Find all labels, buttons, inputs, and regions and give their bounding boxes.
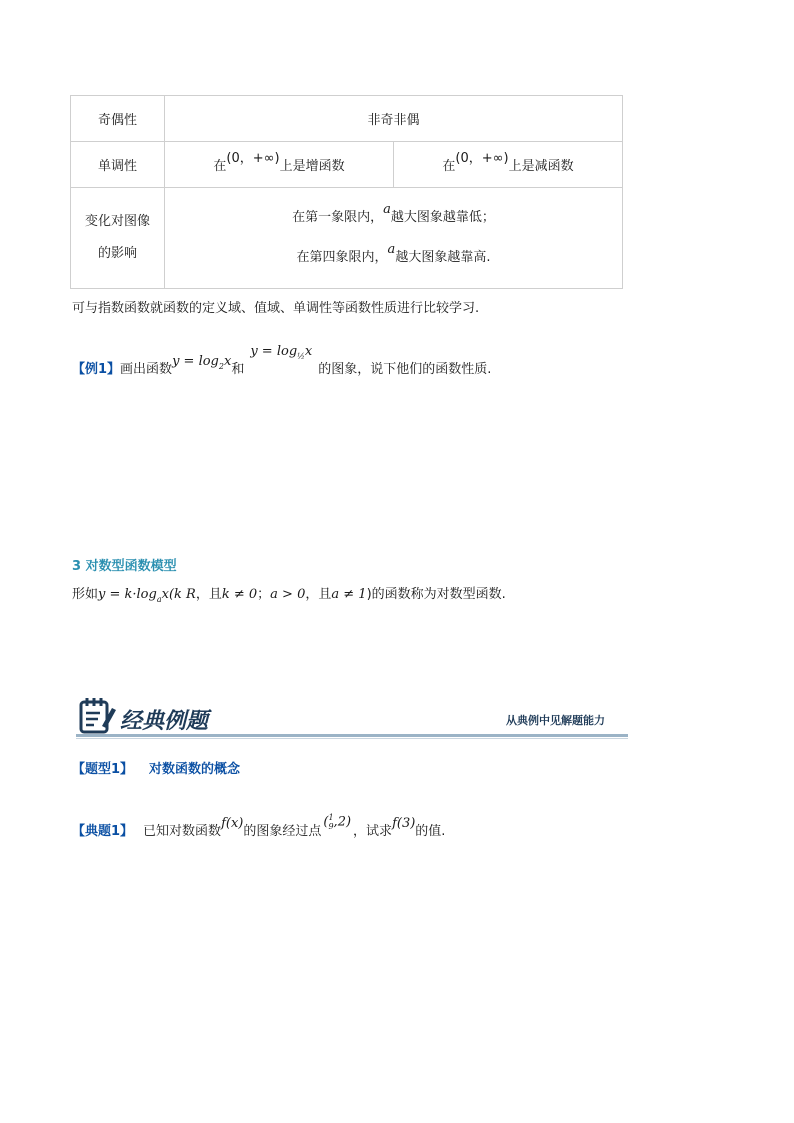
monotonicity-label: 单调性	[71, 142, 165, 188]
fx: f(x)	[221, 816, 244, 831]
problem-tag: 【典题1】	[72, 824, 134, 839]
parity-value: 非奇非偶	[165, 96, 623, 142]
banner-title: 经典例题	[120, 709, 209, 734]
interval: (0，+∞)	[455, 151, 509, 166]
example1: 【例1】画出函数$y = \log_2x$和$y = \log_{\frac{1}{2}}x$的图象，说下他们的函数性质.	[72, 344, 492, 377]
properties-table	[70, 95, 623, 289]
func1: $y = \log_2x$	[172, 354, 232, 371]
func2: $y = \log_{\frac{1}{2}}x$	[250, 344, 313, 361]
banner-subtitle: 从典例中见解题能力	[506, 714, 605, 727]
type1-tag: 【题型1】	[72, 762, 134, 777]
problem1: 【典题1】 已知对数函数f(x)的图象经过点(1 9,2)，试求f(3)的值.	[72, 812, 446, 839]
monotonic-decreasing-cell: 在(0，+∞)上是减函数	[394, 142, 623, 188]
quadrant1-text: 在第一象限内，a越大图象越靠低；	[292, 202, 495, 225]
f3: f(3)	[392, 816, 416, 831]
graph-effect-cell	[165, 188, 623, 289]
banner-divider	[76, 734, 628, 737]
interval: (0，+∞)	[226, 151, 280, 166]
monotonic-increasing-cell: 在(0，+∞)上是增函数	[165, 142, 394, 188]
type1-heading	[72, 758, 240, 777]
parity-label: 奇偶性	[71, 96, 165, 142]
banner-divider-thin	[76, 738, 628, 739]
notepad-pencil-icon	[78, 696, 118, 736]
section3-title: 3 对数型函数模型	[72, 559, 177, 574]
point: (1 9,2)	[323, 812, 352, 831]
quadrant4-text: 在第四象限内，a越大图象越靠高.	[296, 242, 491, 265]
example-tag: 【例1】	[72, 362, 121, 377]
comparison-note: 可与指数函数就函数的定义域、值域、单调性等函数性质进行比较学习.	[72, 301, 480, 316]
section3-definition: 形如$y = k\cdot\log_ax(k$ R，且k ≠ 0；a > 0，且a ≠ 1)的函数称为对数型函数.	[72, 587, 506, 604]
type1-title: 对数函数的概念	[149, 762, 241, 777]
graph-effect-label: 变化对图像 的影响	[71, 188, 165, 289]
